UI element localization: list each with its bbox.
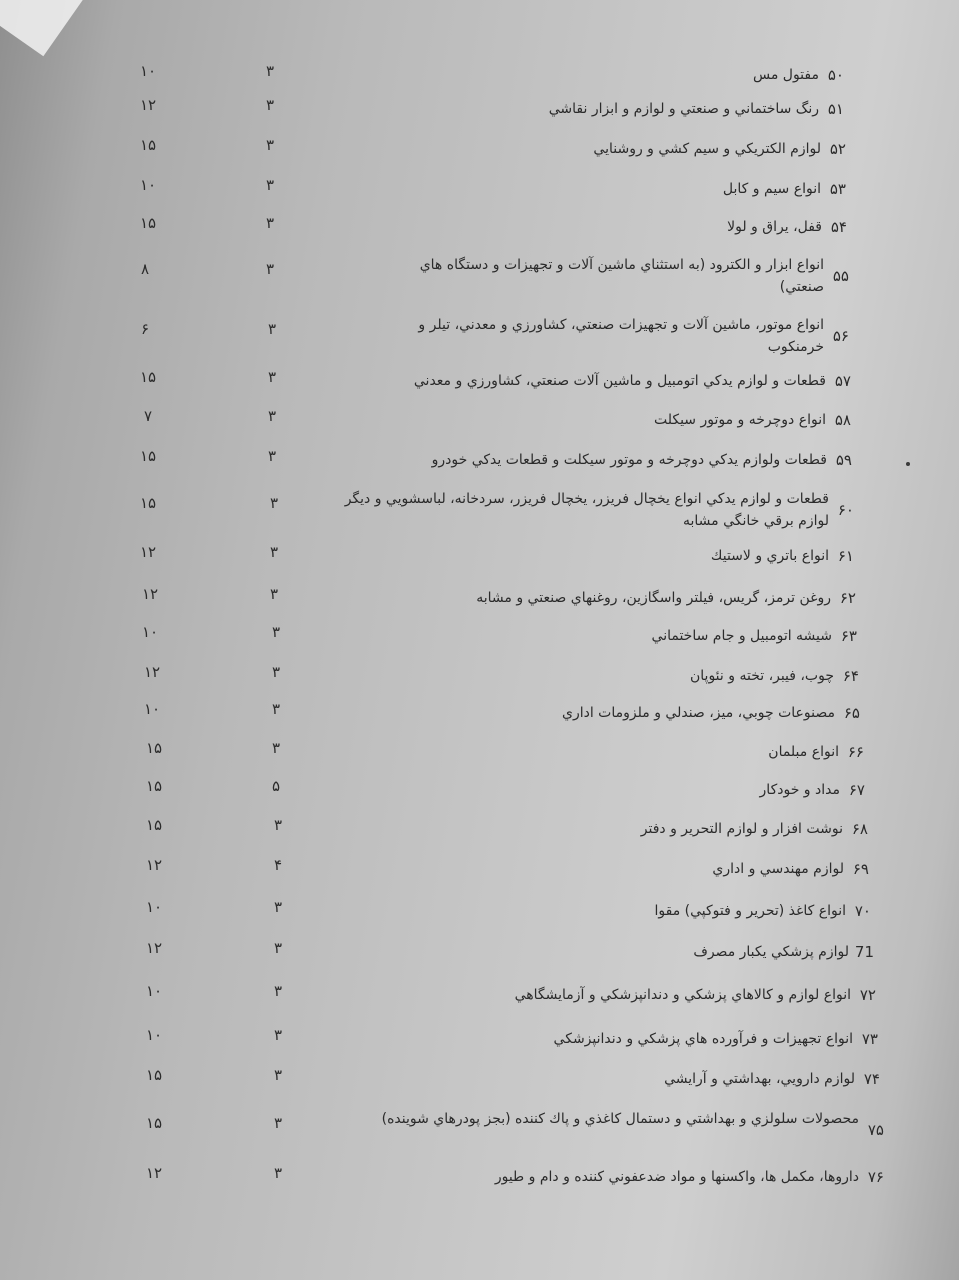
row-value-b: ۷ (143, 407, 153, 425)
table-row (0, 816, 959, 842)
row-description: مصنوعات چوبي، ميز، صندلي و ملزومات اداري (562, 705, 835, 721)
row-description: مفتول مس (752, 67, 819, 83)
row-value-b: ۱۵ (139, 136, 157, 154)
row-description: قطعات ولوازم يدكي دوچرخه و موتور سيكلت و قطعات يدكي خودرو (431, 452, 827, 468)
row-description: انواع سيم و كابل (722, 181, 821, 197)
row-number: 71 (854, 943, 874, 961)
row-description: لوازم مهندسي و اداري (712, 861, 844, 877)
row-description: قفل، يراق و لولا (727, 219, 822, 235)
row-value-a: ۴ (273, 856, 283, 874)
row-number: ۶۶ (847, 743, 864, 761)
table-row (0, 777, 959, 803)
row-value-a: ۳ (267, 407, 277, 425)
table-row (0, 856, 959, 882)
row-description: لوازم الكتريكي و سيم كشي و روشنايي (593, 141, 821, 157)
row-value-b: ۱۲ (145, 1164, 163, 1182)
row-number: ۵۱ (827, 100, 844, 118)
row-value-a: ۳ (267, 320, 277, 338)
table-row (0, 663, 959, 689)
row-description: لوازم پزشكي يكبار مصرف (693, 944, 849, 960)
table-row (0, 898, 959, 924)
row-description: لوازم دارويي، بهداشتي و آرايشي (664, 1071, 855, 1087)
row-value-b: ۱۲ (143, 663, 161, 681)
row-number: ۵۶ (832, 327, 849, 345)
row-value-b: ۱۵ (145, 1114, 163, 1132)
row-value-a: ۳ (273, 1114, 283, 1132)
row-value-b: ۱۰ (143, 700, 161, 718)
row-value-b: ۱۲ (145, 856, 163, 874)
row-value-b: ۱۵ (145, 1066, 163, 1084)
row-number: ۷۵ (867, 1121, 884, 1139)
table-row (0, 96, 959, 122)
row-number: ۵۵ (832, 267, 849, 285)
table-row (0, 62, 959, 88)
row-value-b: ۱۵ (145, 777, 163, 795)
row-value-b: ۱۰ (145, 1026, 163, 1044)
table-row (0, 316, 959, 360)
row-value-a: ۳ (269, 585, 279, 603)
table-row (0, 490, 959, 534)
row-description: انواع مبلمان (768, 744, 839, 760)
row-value-b: ۱۵ (145, 739, 163, 757)
row-value-a: ۳ (271, 623, 281, 641)
row-number: ۷۴ (863, 1070, 880, 1088)
row-number: ۷۲ (859, 986, 876, 1004)
row-description: نوشت افزار و لوازم التحرير و دفتر (640, 821, 843, 837)
table-row (0, 1066, 959, 1092)
row-description: شيشه اتومبيل و جام ساختماني (651, 628, 832, 644)
row-value-a: ۵ (271, 777, 281, 795)
row-value-a: ۳ (271, 739, 281, 757)
row-number: ۵۷ (834, 372, 851, 390)
row-number: ۵۹ (835, 451, 852, 469)
table-row (0, 368, 959, 394)
row-value-a: ۳ (265, 62, 275, 80)
row-value-b: ۱۰ (139, 176, 157, 194)
table-row (0, 939, 959, 965)
row-value-a: ۳ (273, 816, 283, 834)
row-number: ۶۹ (852, 860, 869, 878)
row-number: ۵۲ (829, 140, 846, 158)
row-description: قطعات و لوازم يدكي اتومبيل و ماشين آلات صنعتي، كشاورزي و معدني (413, 373, 826, 389)
row-number: ۵۸ (834, 411, 851, 429)
row-description: قطعات و لوازم يدكي انواع يخچال فريزر، يخچال فريزر، سردخانه، لباسشويي و ديگر لوازم برقي خانگي مشابه (344, 491, 829, 529)
row-value-b: ۱۰ (145, 982, 163, 1000)
table-row (0, 447, 959, 473)
row-description: انواع تجهيزات و فرآورده هاي پزشكي و دندانپزشكي (553, 1031, 853, 1047)
row-number: ۷۳ (861, 1030, 878, 1048)
row-value-b: ۸ (140, 260, 150, 278)
row-description: داروها، مكمل ها، واكسنها و مواد ضدعفوني كننده و دام و طيور (494, 1169, 859, 1185)
table-row (0, 407, 959, 433)
row-number: ۶۵ (843, 704, 860, 722)
row-value-b: ۱۲ (139, 96, 157, 114)
row-number: ۶۷ (848, 781, 865, 799)
row-number: ۵۳ (829, 180, 846, 198)
row-value-a: ۳ (265, 136, 275, 154)
row-number: ۶۴ (842, 667, 859, 685)
row-value-a: ۳ (267, 368, 277, 386)
row-value-a: ۳ (267, 447, 277, 465)
row-value-b: ۱۵ (145, 816, 163, 834)
row-description: انواع كاغذ (تحرير و فتوكپي) مقوا (654, 903, 846, 919)
table-row (0, 543, 959, 569)
row-number: ۶۰ (837, 501, 854, 519)
row-number: ۷۶ (867, 1168, 884, 1186)
row-value-a: ۳ (273, 1164, 283, 1182)
table-row (0, 256, 959, 300)
table-row (0, 623, 959, 649)
row-value-a: ۳ (265, 176, 275, 194)
row-value-a: ۳ (273, 898, 283, 916)
table-row (0, 585, 959, 611)
row-value-a: ۳ (273, 939, 283, 957)
row-value-a: ۳ (271, 700, 281, 718)
row-value-a: ۳ (271, 663, 281, 681)
row-description: محصولات سلولزي و بهداشتي و دستمال كاغذي و پاك كننده (بجز پودرهاي شوينده) (381, 1111, 859, 1127)
row-number: ۶۳ (840, 627, 857, 645)
row-description: مداد و خودكار (759, 782, 840, 798)
row-value-a: ۳ (265, 96, 275, 114)
table-row (0, 1026, 959, 1052)
row-value-a: ۳ (265, 214, 275, 232)
table-row (0, 1110, 959, 1154)
row-value-a: ۳ (273, 1066, 283, 1084)
row-value-b: ۱۵ (139, 214, 157, 232)
row-value-b: ۱۲ (145, 939, 163, 957)
row-value-b: ۱۵ (139, 447, 157, 465)
table-row (0, 700, 959, 726)
row-value-b: ۱۲ (139, 543, 157, 561)
row-value-b: ۱۲ (141, 585, 159, 603)
row-description: انواع موتور، ماشين آلات و تجهيزات صنعتي، كشاورزي و معدني، تيلر و خرمنكوب (418, 317, 824, 355)
row-description: روغن ترمز، گريس، فيلتر واسگازين، روغنهاي صنعتي و مشابه (476, 590, 831, 606)
row-value-b: ۱۰ (139, 62, 157, 80)
row-value-a: ۳ (269, 494, 279, 512)
table-row (0, 739, 959, 765)
row-value-a: ۳ (273, 982, 283, 1000)
row-description: انواع باتري و لاستيك (710, 548, 829, 564)
row-value-b: ۱۵ (139, 368, 157, 386)
row-value-b: ۶ (140, 320, 150, 338)
row-value-a: ۳ (269, 543, 279, 561)
row-value-b: ۱۵ (139, 494, 157, 512)
table-row (0, 214, 959, 240)
row-description: انواع لوازم و كالاهاي پزشكي و دندانپزشكي و آزمايشگاهي (514, 987, 851, 1003)
row-number: ۶۲ (839, 589, 856, 607)
table-row (0, 982, 959, 1008)
row-number: ۶۸ (851, 820, 868, 838)
row-number: ۶۱ (837, 547, 854, 565)
row-description: انواع ابزار و الكترود (به استثناي ماشين آلات و تجهيزات و دستگاه هاي صنعتي) (419, 257, 824, 295)
row-number: ۵۰ (827, 66, 844, 84)
row-number: ۷۰ (854, 902, 871, 920)
row-value-a: ۳ (265, 260, 275, 278)
table-row (0, 1164, 959, 1190)
table-row (0, 136, 959, 162)
row-value-b: ۱۰ (141, 623, 159, 641)
row-description: چوب، فيبر، تخته و نئوپان (690, 668, 834, 684)
row-description: انواع دوچرخه و موتور سيكلت (653, 412, 826, 428)
row-number: ۵۴ (830, 218, 847, 236)
row-description: رنگ ساختماني و صنعتي و لوازم و ابزار نقاشي (548, 101, 819, 117)
table-row (0, 176, 959, 202)
row-value-b: ۱۰ (145, 898, 163, 916)
row-value-a: ۳ (273, 1026, 283, 1044)
